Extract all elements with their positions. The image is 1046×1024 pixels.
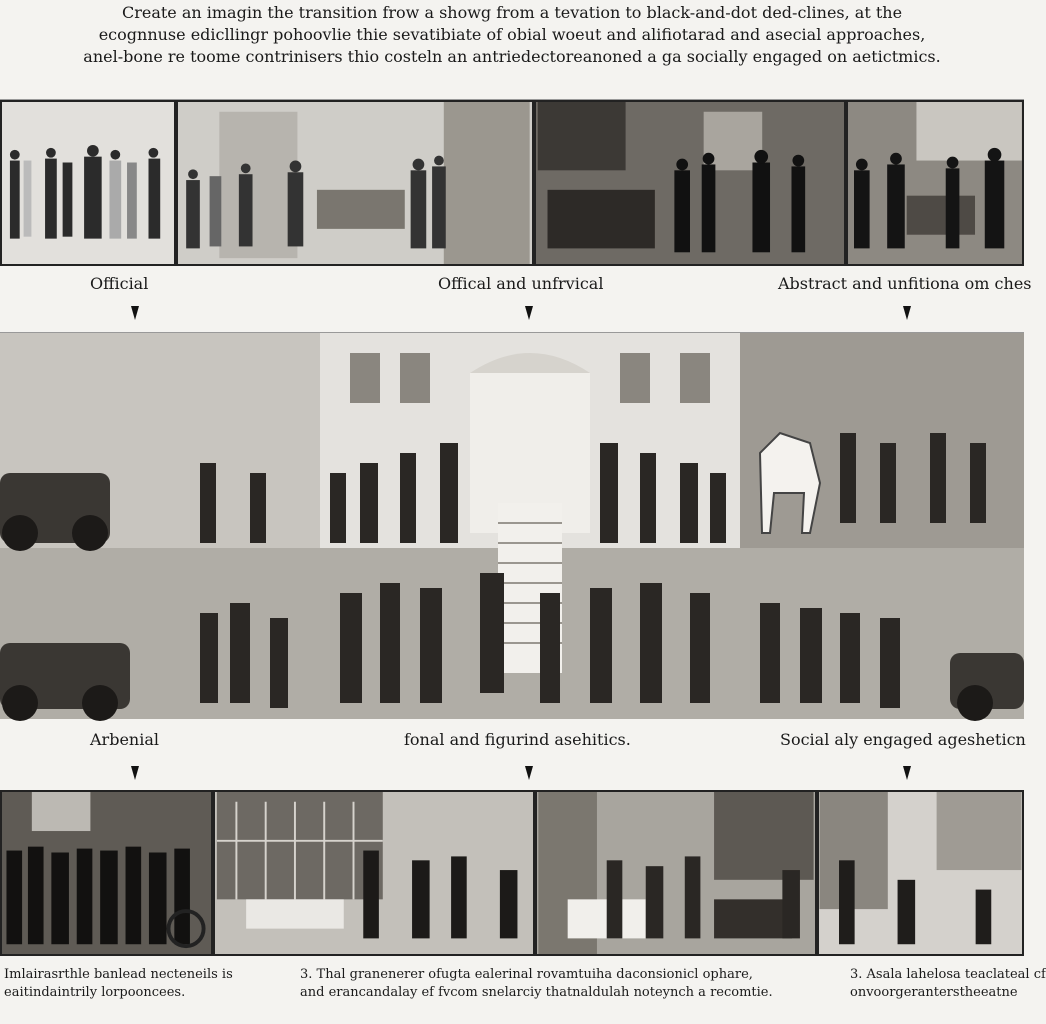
down-arrow-icon: [525, 766, 533, 780]
illustration-panel-1a: [0, 100, 176, 266]
caption-left-line-1: Imlairasrthle banlead necteneils is: [4, 967, 233, 982]
caption-center-line-2: and erancandalay ef fvcom snelarciy thatnaldulah noteynch a recomtie.: [300, 985, 773, 1000]
illustration-panel-1b: [176, 100, 534, 266]
down-arrow-icon: [131, 766, 139, 780]
header-prompt-text: [0, 0, 1024, 98]
header-line-2: ecognnuse edicllingr pohoovlie thie sevatibiate of obial woeut and alifiotarad and asecial approaches,: [98, 25, 926, 44]
illustration-panel-3a: [0, 790, 213, 956]
row2-label-left: Arbenial: [90, 730, 159, 749]
down-arrow-icon: [525, 306, 533, 320]
illustration-panel-3b: [213, 790, 535, 956]
caption-left-line-2: eaitindaintrily lorpooncees.: [4, 985, 186, 1000]
row2-label-center: fonal and figurind asehitics.: [404, 730, 631, 749]
row2-label-right: Social aly engaged agesheticn: [780, 730, 1026, 749]
header-line-3: anel-bone re toome contrinisers thio costeln an antriedectoreanoned a ga socially engaged on aetictmics.: [83, 47, 941, 66]
caption-center-line-1: 3. Thal granenerer ofugta ealerinal rovamtuiha daconsionicl ophare,: [300, 967, 753, 982]
caption-center: [300, 966, 820, 1002]
caption-left: [4, 966, 233, 1002]
illustration-panel-1c: [534, 100, 846, 266]
row1-label-left: Official: [90, 274, 149, 293]
down-arrow-icon: [903, 306, 911, 320]
illustration-panel-street-scene: [0, 333, 1024, 719]
down-arrow-icon: [903, 766, 911, 780]
caption-right-line-1: 3. Asala lahelosa teaclateal cf: [850, 967, 1046, 982]
down-arrow-icon: [131, 306, 139, 320]
illustration-panel-1d: [846, 100, 1024, 266]
caption-right-line-2: onvoorgeranterstheeatne: [850, 985, 1018, 1000]
illustration-panel-3d: [817, 790, 1024, 956]
illustration-panel-3c: [535, 790, 817, 956]
caption-right: [850, 966, 1046, 1002]
row1-label-center: Offical and unfrvical: [438, 274, 604, 293]
row1-label-right: Abstract and unfitiona om ches: [778, 274, 1032, 293]
header-line-1: Create an imagin the transition frow a showg from a tevation to black-and-dot ded-clines, at the: [121, 3, 903, 22]
